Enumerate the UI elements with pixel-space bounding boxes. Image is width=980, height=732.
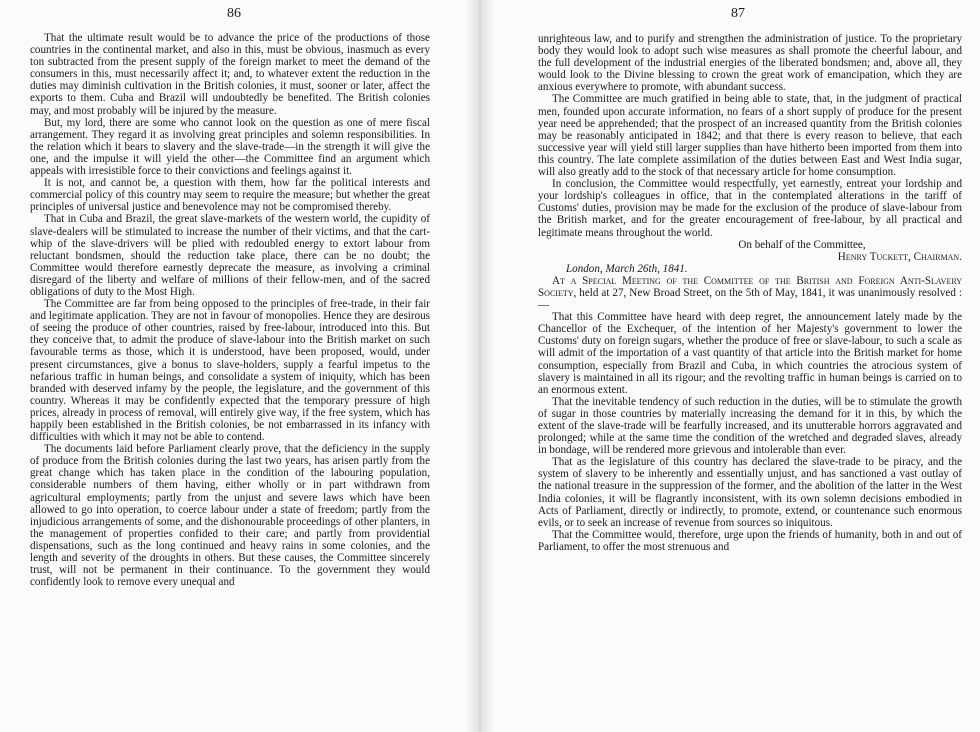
page-number-left: 86 [227, 6, 241, 21]
resolution: That as the legislature of this country has declared the slave-trade to be piracy, and the system of slavery to be inherently and essentially unjust, and has sanctioned a vast outlay of the national treasure in the suppression of the former, and the abolition of the latter in the West India colonies, it will be flagrantly inconsistent, with its own solemn decisions embodied in Acts of Parliament, directly or indirectly, to promote, extend, or countenance such enormous evils, or to seek an increase of revenue from sources so iniquitous. [538, 456, 962, 529]
paragraph: The Committee are much gratified in being able to state, that, in the judgment of practical men, founded upon accurate information, no fears of a short supply of produce for the present year need be apprehended; that the prospect of an increased quantity from the British colonies may be reasonably anticipated in 1842; and that there is every reason to believe, that each successive year will yield still larger supplies than have hitherto been imported from them into this country. The late complete assimilation of the duties between East and West India sugar, will also greatly add to the stock of that necessary article for home consumption. [538, 93, 962, 179]
paragraph: In conclusion, the Committee would respectfully, yet earnestly, entreat your lordship and your lordship's colleagues in office, that in the contemplated alterations in the tariff of Customs' duties, provision may be made for the exclusion of the produce of slave-labour from the British market, and for the greater encouragement of free-labour, by all practical and legitimate means throughout the world. [538, 178, 962, 239]
left-page [0, 0, 470, 732]
meeting-rest: held at 27, New Broad Street, on the 5th of May, 1841, it was unanimously resolved :— [538, 286, 962, 312]
dateline: London, March 26th, 1841. [566, 262, 688, 275]
paragraph: It is not, and cannot be, a question with them, how far the political interests and commercial policy of this country may seem to require the measure; but whether the great principles of universal justice and benevolence may not be compromised thereby. [30, 177, 430, 214]
resolution: That the inevitable tendency of such reduction in the duties, will be to stimulate the growth of sugar in those countries by materially increasing the demand for it in this, by which the extent of the slave-trade will be fearfully increased, and its unutterable horrors aggravated and prolonged; while at the same time the condition of the wretched and degraded slaves, already in bondage, will be rendered more grievous and intolerable than ever. [538, 395, 962, 457]
signatory: Henry Tuckett, Chairman. [837, 250, 962, 263]
right-page-text [538, 33, 962, 553]
left-page-text [30, 32, 430, 588]
signoff-line: On behalf of the Committee, [738, 238, 866, 251]
page-number-right: 87 [731, 6, 745, 21]
paragraph: That in Cuba and Brazil, the great slave-markets of the western world, the cupidity of slave-dealers will be stimulated to increase the number of their victims, and that the cart-whip of the slave-drivers will be plied with redoubled energy to extort labour from reluctant bondsmen, should the reduction take place, there can be no doubt; the Committee would therefore earnestly deprecate the measure, as involving a criminal disregard of the liberty and welfare of millions of their fellow-men, and of the sacred obligations of duty to the Most High. [30, 213, 430, 298]
resolution: That the Committee would, therefore, urge upon the friends of humanity, both in and out of Parliament, to offer the most strenuous and [538, 528, 962, 553]
paragraph: The documents laid before Parliament clearly prove, that the deficiency in the supply of produce from the British colonies during the last two years, has arisen partly from the great change which has taken place in the condition of the labouring population, considerable numbers of them having, either wholly or in part withdrawn from agricultural employments; partly from the unjust and severe laws which have been allowed to go into operation, to coerce labour under a state of freedom; partly from the injudicious arrangements of some, and the dishonourable proceedings of other planters, in the management of properties confided to their care; and partly from providential dispensations, such as the long continued and heavy rains in some colonies, and the length and severity of the droughts in others. But these causes, the Committee sincerely trust, will not be permanent in their continuance. To the government they would confidently look to remove every unequal and [30, 443, 430, 589]
right-page [490, 0, 980, 732]
paragraph: unrighteous law, and to purify and strengthen the administration of justice. To the proprietary body they would look to adopt such wise measures as shall promote the cheerful labour, and the full development of the industrial energies of the liberated bondsmen; and, above all, they would look to the Divine blessing to crown the great work of emancipation, which they are anxious everywhere to promote, with abundant success. [538, 33, 962, 94]
paragraph: That the ultimate result would be to advance the price of the productions of those countries in the continental market, and also in this, must be obvious, inasmuch as every ton subtracted from the present supply of the foreign market to meet the demand of the consumers in this, must necessarily affect it; and, to whatever extent the reduction in the duties may diminish cultivation in the British colonies, it must, sooner or later, affect the exports to them. Cuba and Brazil will undoubtedly be benefited. The British colonies may, and most probably will be injured by the measure. [30, 32, 430, 117]
paragraph: The Committee are far from being opposed to the principles of free-trade, in their fair and legitimate application. They are not in favour of monopolies. Hence they are desirous of seeing the produce of other countries, raised by free-labour, introduced into this. But they conceive that, to admit the produce of slave-labour into the British market on such favourable terms as those, which it is understood, have been proposed, would, under present circumstances, give a bonus to slave-holders, supply a fearful impetus to the nefarious traffic in human beings, and consolidate a system of iniquity, which has been branded with deserved infamy by the people, the legislature, and the government of this country. Whereas it may be confidently expected that the temporary pressure of high prices, already in process of removal, will entirely give way, if the free system, which has happily been established in the British colonies, be not embarrassed in its infancy with difficulties with which it may not be able to contend. [30, 298, 430, 444]
paragraph: But, my lord, there are some who cannot look on the question as one of mere fiscal arrangement. They regard it as involving great principles and solemn responsibilities. In the relation which it bears to slavery and the slave-trade—in the strength it will give the one, and the impulse it will yield the other—the Committee find an argument which appeals with irresistible force to their convictions and feelings against it. [30, 116, 430, 178]
resolution: That this Committee have heard with deep regret, the announcement lately made by the Chancellor of the Exchequer, of the intention of her Majesty's government to lower the Customs' duty on foreign sugars, whether the produce of free or slave-labour, to such a scale as will admit of the importation of a vast quantity of that article into the British market for home consumption, especially from Brazil and Cuba, in which countries the atrocious system of slavery is maintained in all its rigour; and the revolting traffic in human beings is carried on to an enormous extent. [538, 311, 962, 396]
meeting-lead: At a Special Meeting of the Committee of the British and Foreign Anti-Slavery Society, [538, 274, 962, 299]
meeting-heading [538, 275, 962, 311]
